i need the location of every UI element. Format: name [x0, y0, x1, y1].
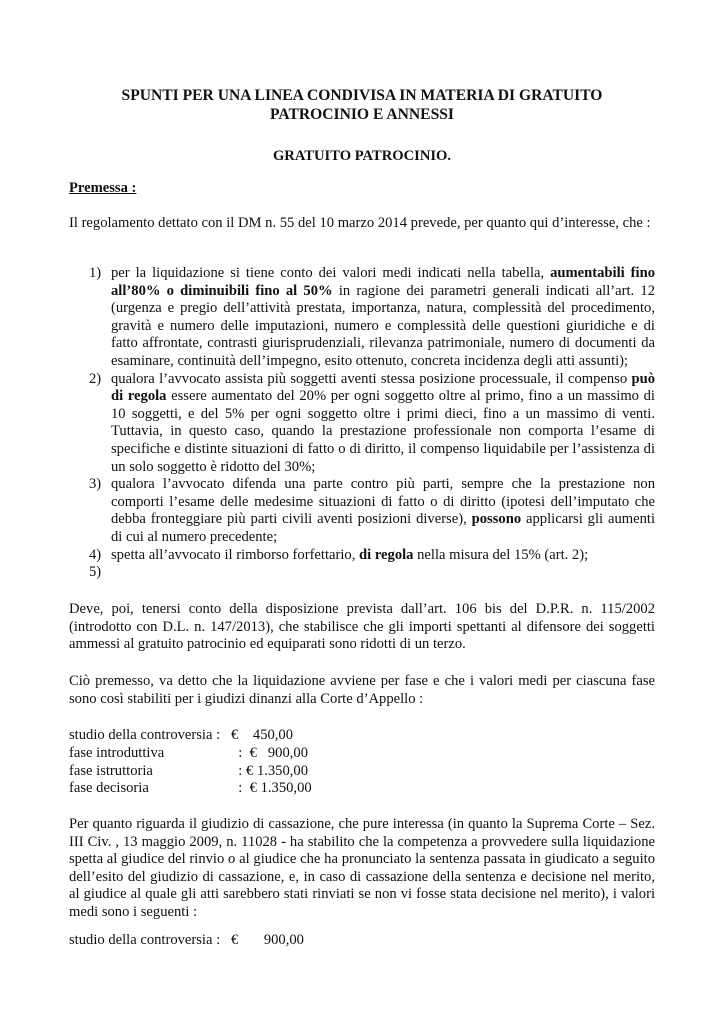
list-item-text: qualora l’avvocato assista più soggetti aventi stessa posizione processuale, il compenso [111, 370, 632, 387]
document-title [69, 86, 655, 124]
list-item-number: 3) [89, 476, 102, 493]
table-row [69, 932, 304, 950]
list-item-text: applicarsi gli aumenti di cui al numero precedente; [111, 511, 655, 545]
fee-label: fase introduttiva [69, 744, 165, 761]
fees-appello-table [69, 727, 312, 798]
fee-amount: : € 900,00 [231, 744, 309, 761]
table-row [69, 763, 312, 781]
list-item [69, 371, 655, 477]
fee-label: fase istruttoria [69, 762, 153, 779]
list-item-bold: aumentabili fino all’80% o diminuibili fino al 50% [111, 265, 656, 299]
section-subtitle: GRATUITO PATROCINIO. [272, 148, 452, 164]
fee-amount: : € 1.350,00 [231, 762, 309, 779]
list-item-number: 1) [89, 265, 102, 281]
fee-amount: € 450,00 [231, 727, 294, 743]
dpr-paragraph: Deve, poi, tenersi conto della disposizione prevista dall’art. 106 bis del D.P.R. n. 115/2002 (introdotto con D.L. n. 147/2013), che stabilisce che gli importi spettanti al difensore dei soggetti ammessi al gratuito patrocinio ed equiparati sono ridotti di un terzo. [69, 601, 655, 653]
list-item-text: per la liquidazione si tiene conto dei valori medi indicati nella tabella, [111, 265, 551, 281]
list-item-text: in ragione dei parametri generali indicati all’art. 12 (urgenza e pregio dell’attività prestata, importanza, natura, complessità del procedimento, gravità e numero delle imputazioni, numero e complessità delle questioni giuridiche e di fatto affrontate, contrasti giurisprudenziali, rilevanza patrimoniale, numero di documenti da esaminare, continuità dell’impegno, esito ottenuto, concreta incidenza degli atti assunti); [111, 282, 655, 369]
list-item-text: qualora l’avvocato difenda una parte contro più parti, sempre che la prestazione non comporti l’esame delle medesime situazioni di fatto o di diritto (ipotesi dell’imputato che debba fronteggiare più parti civili aventi posizioni diverse), [111, 476, 655, 528]
intro-paragraph: Il regolamento dettato con il DM n. 55 del 10 marzo 2014 prevede, per quanto qui d’interesse, che : [69, 215, 651, 231]
list-item-number: 4) [89, 546, 102, 563]
fee-label: studio della controversia : [69, 932, 221, 948]
cassazione-paragraph: Per quanto riguarda il giudizio di cassazione, che pure interessa (in quanto la Suprema Corte – Sez. III Civ. , 13 maggio 2009, n. 11028 - ha stabilito che la competenza a provvedere sulla liquidazione spetta al giudice del rinvio o al giudice che ha pronunciato la sentenza passata in giudicato a seguito dell’esito del giudizio di cassazione, e, in caso di cassazione della sentenza e decisione nel merito, al giudice al quale gli atti sarebbero stati rinviati se non vi fosse stata decisione nel merito), i valori medi sono i seguenti : [69, 816, 655, 920]
list-item-bold: di regola [359, 546, 414, 563]
rules-list [69, 265, 655, 582]
list-item-text: spetta all’avvocato il rimborso forfettario, [111, 546, 360, 563]
fees-cassazione-table [69, 932, 304, 950]
table-row [69, 727, 312, 745]
list-item-text: nella misura del 15% (art. 2); [413, 546, 589, 563]
title-line-1: SPUNTI PER UNA LINEA CONDIVISA IN MATERIA DI GRATUITO [121, 87, 603, 104]
fee-amount: : € 1.350,00 [231, 780, 312, 797]
fee-label: studio della controversia : [69, 727, 221, 743]
fee-label: fase decisoria [69, 780, 149, 797]
list-item [69, 476, 655, 546]
premessa-heading: Premessa : [69, 180, 137, 196]
fee-amount: € 900,00 [231, 932, 304, 948]
title-line-2: PATROCINIO E ANNESSI [270, 106, 454, 123]
list-item-bold: può di regola [111, 370, 655, 405]
list-item-number: 5) [89, 564, 102, 581]
table-row [69, 745, 312, 763]
premesso-paragraph: Ciò premesso, va detto che la liquidazione avviene per fase e che i valori medi per ciascuna fase sono così stabiliti per i giudizi dinanzi alla Corte d’Appello : [69, 673, 655, 707]
list-item [69, 547, 655, 565]
list-item-text: essere aumentato del 20% per ogni soggetto oltre al primo, fino a un massimo di 10 soggetti, e del 5% per ogni soggetto oltre i primi dieci, fino a un massimo di venti. Tuttavia, in questo caso, quando la prestazione professionale non comporta l’esame di specifiche e distinte situazioni di fatto o di diritto, il compenso liquidabile per l’assistenza di un solo soggetto è ridotto del 30%; [111, 388, 655, 475]
table-row [69, 780, 312, 798]
list-item-number: 2) [89, 370, 102, 387]
list-item-bold: possono [471, 511, 522, 528]
list-item [69, 265, 655, 371]
list-item [69, 564, 655, 582]
